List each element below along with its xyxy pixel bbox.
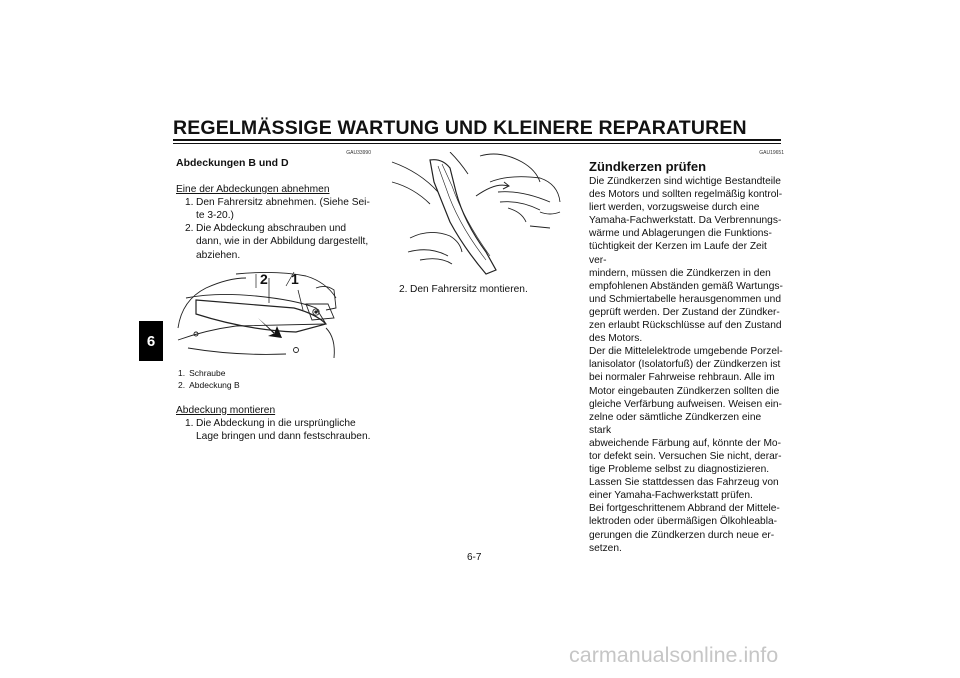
chapter-tab[interactable]: [139, 321, 163, 361]
body-line: zelne oder sämtliche Zündkerzen eine stark: [589, 411, 762, 436]
section-heading: Abdeckungen B und D: [176, 157, 289, 169]
step-line: abziehen.: [196, 249, 241, 261]
step-line: te 3-20.): [196, 210, 234, 222]
step-line: dann, wie in der Abbildung dargestellt,: [196, 236, 369, 248]
body-line: Der die Mittelelektrode umgebende Porzel-: [589, 346, 783, 358]
figure-legend: [176, 367, 371, 391]
title-rule-thick: [173, 139, 781, 141]
body-line: gerungen die Zündkerzen durch neue er-: [589, 529, 775, 541]
body-line: bei normaler Fahrweise rehbraun. Alle im: [589, 372, 775, 384]
body-line: abweichende Färbung auf, könnte der Mo-: [589, 437, 781, 449]
legend-item: 2. Abdeckung B: [178, 379, 240, 390]
step-line: Den Fahrersitz abnehmen. (Siehe Sei-: [196, 197, 370, 209]
section-code: GAU33990: [346, 150, 371, 156]
install-steps: [176, 417, 371, 443]
body-line: Die Zündkerzen sind wichtige Bestandteile: [589, 176, 781, 187]
title-rule-thin: [173, 143, 781, 144]
step-item: [176, 196, 371, 222]
figure-label-cover: 2: [260, 270, 268, 287]
step-item: [390, 283, 570, 296]
body-line: wärme und Ablagerungen die Funktions-: [589, 228, 772, 240]
figure-label-screw: 1: [291, 270, 299, 287]
page-number: 6-7: [467, 552, 482, 563]
body-line: Bei fortgeschrittenem Abbrand der Mittele-: [589, 503, 780, 515]
page-title: REGELMÄSSIGE WARTUNG UND KLEINERE REPARATUREN: [173, 117, 747, 139]
step-number: 2.: [185, 223, 194, 235]
body-line: lektroden oder übermäßigen Ölkohleabla-: [589, 516, 778, 528]
remove-steps: [176, 196, 371, 261]
step-number: 1.: [185, 197, 194, 209]
body-line: zen erlaubt Rückschlüsse auf den Zustand: [589, 320, 782, 332]
watermark: carmanualsonline.info: [569, 643, 779, 667]
step-line: Die Abdeckung in die ursprüngliche: [196, 417, 356, 429]
cover-figure: [176, 268, 351, 363]
body-line: mindern, müssen die Zündkerzen in den: [589, 267, 771, 279]
step-number: 1.: [185, 417, 194, 429]
spark-plug-text: [589, 175, 784, 555]
step-line: Lage bringen und dann festschrauben.: [196, 430, 371, 442]
body-line: tor defekt sein. Versuchen Sie nicht, derar-: [589, 450, 782, 462]
body-line: liert werden, vorzugsweise durch eine: [589, 202, 760, 214]
body-line: geprüft werden. Der Zustand der Zündker-: [589, 306, 780, 318]
body-line: des Motors.: [589, 333, 643, 345]
install-subheading: Abdeckung montieren: [176, 404, 276, 416]
body-line: empfohlenen Abständen gemäß Wartungs-: [589, 280, 783, 292]
step-line: Die Abdeckung abschrauben und: [196, 223, 347, 235]
seat-steps: [390, 283, 570, 296]
body-line: Yamaha-Fachwerkstatt. Da Verbrennungs-: [589, 215, 782, 227]
column-seat: [390, 152, 570, 296]
body-line: gleiche Verfärbung aufweisen. Weisen ein-: [589, 398, 782, 410]
body-line: einer Yamaha-Fachwerkstatt prüfen.: [589, 490, 753, 502]
body-line: setzen.: [589, 542, 622, 554]
step-item: [176, 222, 371, 261]
body-line: des Motors und sollten regelmäßig kontrol-: [589, 189, 783, 201]
step-line: Den Fahrersitz montieren.: [410, 284, 528, 295]
column-covers: [176, 150, 371, 443]
remove-subheading: Eine der Abdeckungen abnehmen: [176, 184, 330, 196]
step-number: 2.: [399, 284, 408, 295]
body-line: tüchtigkeit der Kerzen im Laufe der Zeit ver-: [589, 241, 767, 266]
body-line: Lassen Sie stattdessen das Fahrzeug von: [589, 477, 779, 489]
section-heading: Zündkerzen prüfen: [589, 159, 707, 174]
step-item: [176, 417, 371, 443]
seat-figure: [390, 152, 565, 277]
body-line: Motor eingebauten Zündkerzen sollten die: [589, 385, 780, 397]
chapter-number: 6: [146, 332, 156, 350]
body-line: lanisolator (Isolatorfuß) der Zündkerzen ist: [589, 359, 781, 371]
section-code: GAU19651: [759, 150, 784, 156]
body-line: und Schmiertabelle herausgenommen und: [589, 293, 781, 305]
legend-item: 1. Schraube: [178, 367, 226, 378]
body-line: tige Probleme selbst zu diagnostizieren.: [589, 464, 770, 476]
column-spark-plugs: [589, 150, 784, 555]
